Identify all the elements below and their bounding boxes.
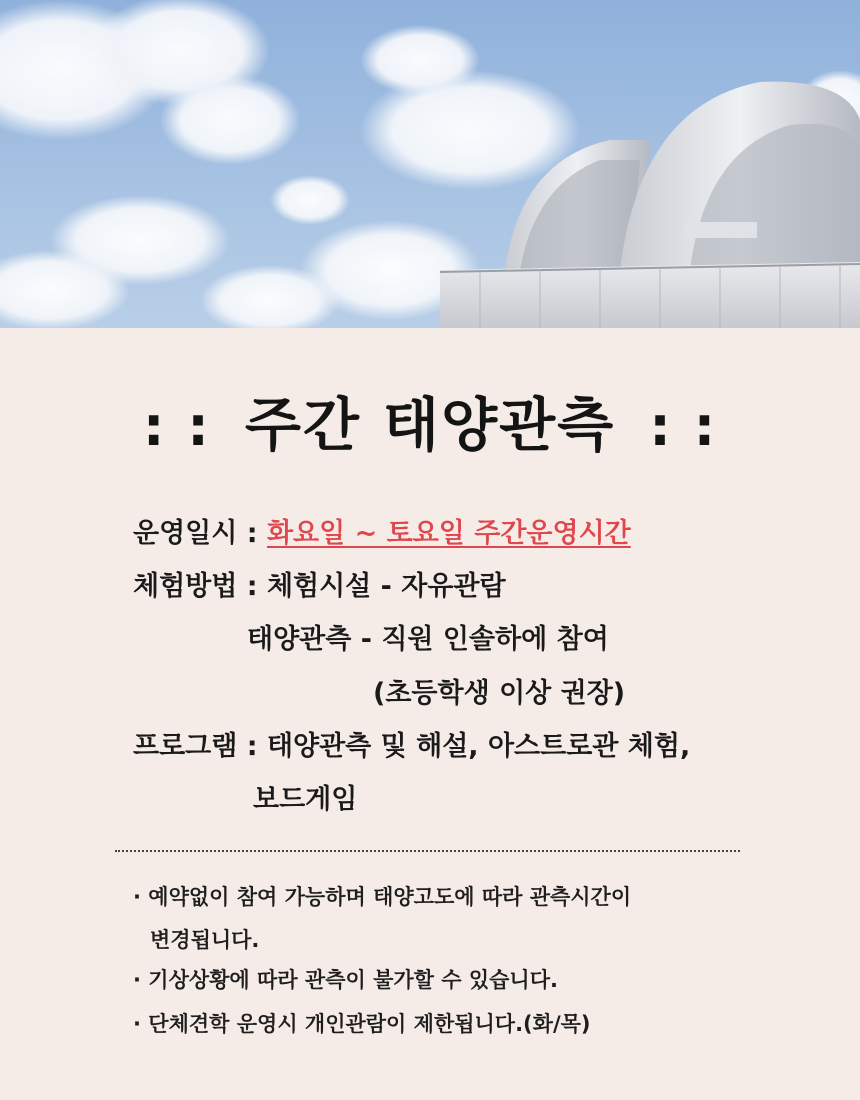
title-text: 주간 태양관측 [244,391,616,459]
program-line1: 태양관측 및 해설, 아스트로관 체험, [266,731,691,762]
method-label: 체험방법 : [133,571,267,602]
note-item-continued: 변경됩니다. [150,928,260,952]
program-line2: 보드게임 [253,784,358,815]
note-item: · 단체견학 운영시 개인관람이 제한됩니다.(화/목) [133,1012,591,1036]
title-deco-right: : : [649,395,718,458]
method-line1: 체험시설 - 자유관람 [266,571,506,602]
method-line2: 태양관측 - 직원 인솔하에 참여 [247,624,609,655]
title-deco-left: : : [142,395,211,458]
program-row [133,733,690,760]
page-title [0,378,860,462]
hero-image-observatory [0,0,860,328]
program-label: 프로그램 : [133,731,267,762]
schedule-row [133,520,631,547]
note-item: · 기상상황에 따라 관측이 불가할 수 있습니다. [133,968,558,992]
observatory-illustration [0,0,860,328]
dotted-divider [115,850,740,852]
schedule-label: 운영일시 : [133,518,267,549]
schedule-value: 화요일 ~ 토요일 주간운영시간 [266,518,631,549]
note-item: · 예약없이 참여 가능하며 태양고도에 따라 관측시간이 [133,885,632,909]
method-row [133,573,506,600]
method-line3: (초등학생 이상 권장) [373,678,626,709]
